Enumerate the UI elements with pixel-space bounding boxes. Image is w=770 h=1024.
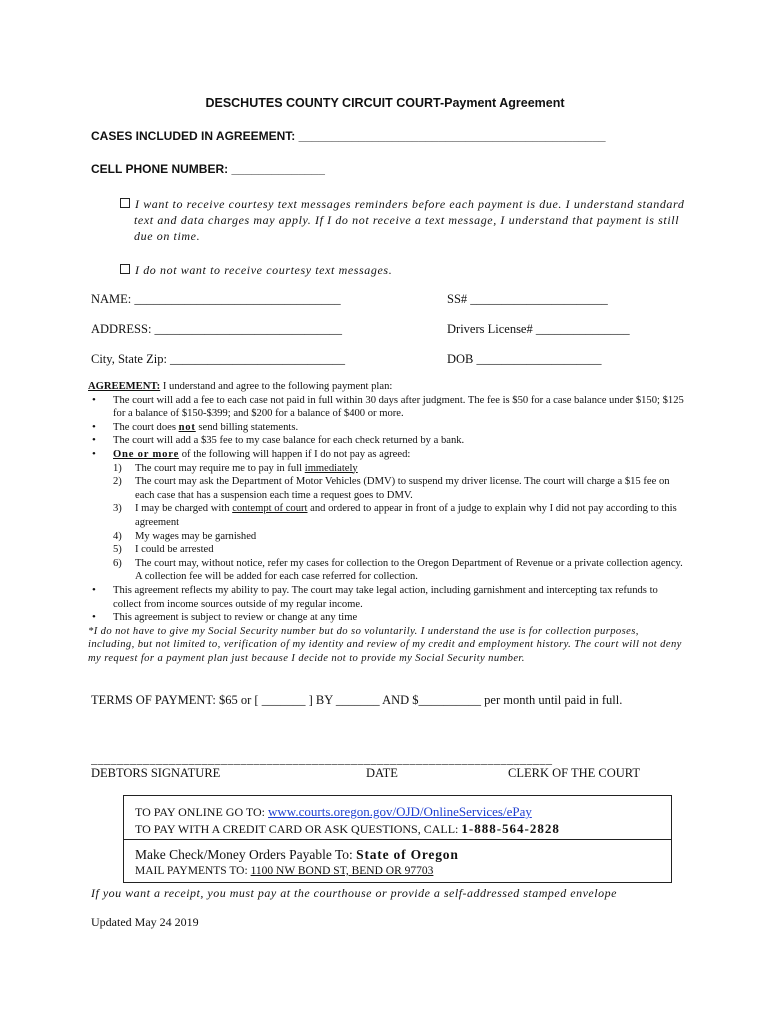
agreement-list [88, 394, 688, 625]
list-item-text: I could be arrested [135, 544, 214, 556]
list-item-text: The court may ask the Department of Motor Vehicles (DMV) to suspend my driver license. The court will charge a $15 fee on each case that has a suspension each time a request goes to DMV. [135, 476, 670, 501]
list-item-text: This agreement reflects my ability to pay. The court may take legal action, including garnishment and intercepting tax refunds to collect from income sources outside of my regular income. [113, 584, 658, 610]
list-item-text: and ordered to appear in front of a judge to explain why I did not pay according to this agreement [135, 503, 677, 528]
list-item-text: The court may, without notice, refer my cases for collection to the Oregon Department of Revenue or a private collection agency. A collection fee will be added for each case referred for collection. [135, 557, 683, 583]
dob-field[interactable]: DOB ____________________ [447, 352, 602, 366]
online-payment-box [123, 795, 672, 840]
receipt-note: If you want a receipt, you must pay at the courthouse or provide a self-addressed stamped envelope [91, 886, 617, 900]
item-number: 6) [113, 557, 122, 569]
sms-opt-in-checkbox[interactable] [120, 198, 130, 208]
list-item [113, 557, 688, 584]
check-label: Make Check/Money Orders Payable To: [135, 847, 357, 862]
signature-line[interactable]: _______________________________________________________________________ [91, 752, 553, 766]
list-item [113, 611, 688, 625]
agreement-section [88, 380, 688, 665]
sms-opt-in [120, 196, 690, 244]
list-item [113, 475, 688, 502]
phone-line [91, 162, 325, 176]
license-field[interactable]: Drivers License# _______________ [447, 322, 630, 336]
terms-of-payment[interactable]: TERMS OF PAYMENT: $65 or [ _______ ] BY _______ AND $__________ per month until paid in full. [91, 693, 623, 707]
list-item [113, 421, 688, 435]
sms-opt-in-text: I want to receive courtesy text messages reminders before each payment is due. I understand standard text and data charges may apply. If I do not receive a text message, I understand that payment is still due on time. [134, 197, 685, 243]
date-label: DATE [366, 766, 398, 780]
payee: State of Oregon [356, 847, 459, 862]
item-number: 2) [113, 476, 122, 488]
list-item-text: The court will add a $35 fee to my case balance for each check returned by a bank. [113, 435, 465, 447]
phone-number: 1-888-564-2828 [461, 821, 560, 836]
card-label: TO PAY WITH A CREDIT CARD OR ASK QUESTIONS, CALL: [135, 822, 459, 836]
mail-label: MAIL PAYMENTS TO: [135, 865, 248, 877]
consequence-list [113, 462, 688, 584]
mail-address: 1100 NW BOND ST, BEND OR 97703 [250, 865, 434, 877]
sms-opt-out-text: I do not want to receive courtesy text messages. [135, 263, 393, 277]
name-field[interactable]: NAME: _________________________________ [91, 292, 341, 306]
agreement-lead [88, 380, 688, 394]
item-number: 5) [113, 544, 122, 556]
underlined-text: contempt of court [232, 503, 308, 515]
updated-date: Updated May 24 2019 [91, 915, 199, 929]
mail-line [135, 865, 433, 877]
page-title: DESCHUTES COUNTY CIRCUIT COURT-Payment Agreement [205, 96, 565, 110]
list-item-text: send billing statements. [195, 421, 299, 433]
ssn-note: *I do not have to give my Social Security number but do so voluntarily. I understand the use is for collection purposes, including, but not limited to, verification of my identity and review of my credit and employment history. The court will not deny my request for a payment plan just because I decide not to provide my Social Security number. [88, 625, 682, 664]
list-item [113, 584, 688, 611]
ss-field[interactable]: SS# ______________________ [447, 292, 608, 306]
cases-label: CASES INCLUDED IN AGREEMENT: [91, 129, 296, 143]
cases-input[interactable]: ______________________________________________ [298, 129, 606, 143]
agreement-lead-text: I understand and agree to the following payment plan: [160, 381, 393, 392]
list-item-text: The court may require me to pay in full [135, 462, 305, 474]
list-item [113, 394, 688, 421]
list-item-text: My wages may be garnished [135, 530, 257, 542]
phone-input[interactable]: ______________ [231, 162, 325, 176]
list-item-text: of the following will happen if I do not pay as agreed: [179, 448, 411, 460]
item-number: 4) [113, 530, 122, 542]
emphasis-not: not [178, 421, 196, 433]
check-line [135, 847, 459, 863]
agreement-heading: AGREEMENT: [88, 381, 161, 392]
list-item [113, 530, 688, 544]
sms-opt-out-checkbox[interactable] [120, 264, 130, 274]
list-item [113, 543, 688, 557]
cases-line [91, 129, 606, 143]
list-item [113, 448, 688, 584]
item-number: 1) [113, 462, 122, 474]
list-item-text: The court will add a fee to each case not paid in full within 30 days after judgment. The fee is $50 for a case balance under $150; $125 for a balance of $150-$399; and $200 for a balance of $400 or more. [113, 394, 684, 420]
city-field[interactable]: City, State Zip: ____________________________ [91, 352, 346, 366]
epay-link[interactable]: www.courts.oregon.gov/OJD/OnlineServices/ePay [268, 804, 532, 819]
mail-payment-box [123, 840, 672, 883]
address-field[interactable]: ADDRESS: ______________________________ [91, 322, 343, 336]
online-label: TO PAY ONLINE GO TO: [135, 805, 266, 819]
list-item [113, 434, 688, 448]
item-number: 3) [113, 503, 122, 515]
clerk-label: CLERK OF THE COURT [508, 766, 641, 780]
sms-opt-out [120, 262, 392, 278]
online-line [135, 804, 532, 820]
underlined-text: immediately [304, 462, 358, 474]
card-line [135, 821, 560, 837]
debtor-signature-label: DEBTORS SIGNATURE [91, 766, 221, 780]
list-item-text: This agreement is subject to review or change at any time [113, 612, 358, 624]
emphasis-one-or-more: One or more [113, 448, 180, 460]
list-item-text: The court does [113, 421, 179, 433]
list-item [113, 502, 688, 529]
phone-label: CELL PHONE NUMBER: [91, 162, 229, 176]
list-item [113, 462, 688, 476]
list-item-text: I may be charged with [135, 503, 233, 515]
